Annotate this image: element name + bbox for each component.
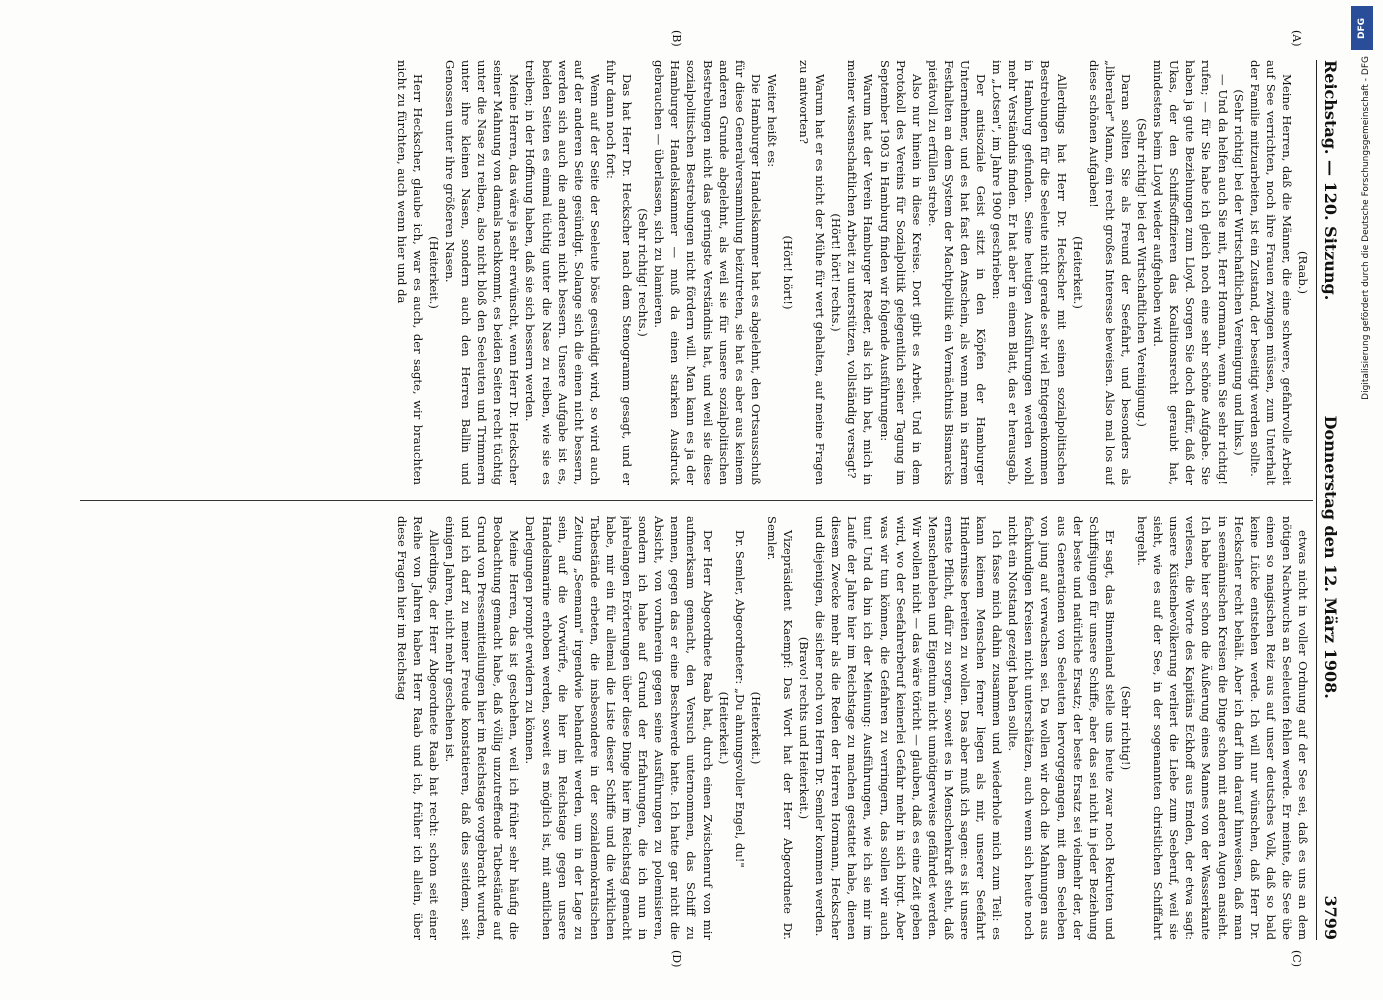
margin-mark-a: (A)	[1290, 30, 1303, 47]
paragraph: (Heiterkeit.)	[716, 691, 731, 765]
paragraph: Daran sollten Sie als Freund der Seefahrt, und besonders als „liberaler" Mann, ein recht großes Interesse beweisen. Also mal los auf diese schönen Aufgaben!	[1086, 60, 1133, 485]
paragraph: Warum hat der Verein Hamburger Reeder, als ich ihn bat, mich in meiner wissenschaftlichen Arbeit zu unterstützen, vollständig versagt?	[845, 60, 876, 485]
paragraph: (Heiterkeit.)	[1070, 236, 1085, 309]
paragraph: (Raab.)	[1296, 251, 1310, 294]
paragraph: (Hört! hört!)	[781, 235, 795, 310]
dfg-logo: DFG	[1351, 6, 1373, 50]
paragraph: Warum hat er es nicht der Mühe für wert gehalten, auf meine Fragen zu antworten?	[797, 60, 828, 485]
paragraph: Ich fasse mich dahin zusammen und wiederhole mich zum Teil: es kann keinem Menschen ferner liegen als mir, unserer Seefahrt Hindernisse bereiten zu wollen. Das aber muß ich sagen: es ist unsere ernste Pflicht, dafür zu sorgen, soweit es in Menschenkraft steht, daß Menschenleben und Eigentum nicht unnötigerweise gefährdet werden. Wir wollen nicht — das wäre töricht — glauben, daß es eine Zeit geben wird, wo der Seefahrerberuf keinerlei Gefahr mehr in sich birgt. Aber was wir tun können, die Gefahren zu verringern, das sollen wir auch tun! Und da bin ich der Meinung: Ausführungen, wie ich sie mir im Laufe der Jahre hier im Reichstage zu machen gestattet habe, dienen diesem Zwecke mehr als die Reden der Herren Hormann, Heckscher und diejenigen, die sicher noch von Herrn Dr. Semler kommen werden.	[813, 516, 1005, 940]
digitization-credit: Digitalisierung gefördert durch die Deutsche Forschungsgemeinschaft - DFG	[1361, 56, 1371, 400]
header-left: Reichstag. — 120. Sitzung.	[1321, 60, 1340, 301]
paragraph: — Und da helfen auch Sie mit, Herr Hormann, wenn Sie sehr richtig! rufen; — für Sie habe ich gleich noch eine sehr schöne Aufgabe. Sie haben ja gute Beziehungen zum Lloyd. Sorgen Sie doch dafür, daß der Ukas, der den Schiffsoffizieren das Koalitionsrecht geraubt hat, mindestens beim Lloyd wieder aufgehoben wird.	[1151, 60, 1230, 485]
paragraph: (Sehr richtig!)	[1118, 685, 1133, 771]
left-column	[80, 60, 1311, 485]
paragraph: Meine Herren, das wäre ja sehr erwünscht, wenn Herr Dr. Heckscher seiner Mahnung von damals nachkommt, es beiden Seiten recht tüchtig unter die Nase zu reiben, also nicht bloß den Seeleuten und Trimmern unter ihre kleinen Nasen, sondern auch den Herren Ballin und Genossen unter ihre größeren Nasen.	[443, 60, 522, 485]
paragraph: Der Herr Abgeordnete Raab hat, durch einen Zwischenruf von mir aufmerksam gemacht, den Versuch unternommen, das Schiff zu nennen, gegen das er eine Beschwerde hatte. Ich hatte gar nicht die Absicht, von vornherein gegen seine Ausführungen zu polemisieren, sondern ich habe auf Grund der Erfahrungen, die ich nun in jahrelangen Erörterungen über diese Dinge hier im Reichstag gemacht habe, mir ein für allemal die Liste dieser Schiffe und die wirklichen Tatbestände erbeten, die insbesondere in der sozialdemokratischen Zeitung „Seemann" irgendwie behandelt werden, um in der Lage zu sein, auf die Vorwürfe, die hier im Reichstage gegen unsere Handelsmarine erhoben werden, soweit es möglich ist, mit amtlichen Darlegungen prompt erwidern zu können.	[523, 516, 715, 940]
paragraph: Meine Herren, das ist geschehen, weil ich früher sehr häufig die Beobachtung gemacht habe, daß völlig unzutreffende Tatbestände auf Grund von Pressemitteilungen hier im Reichstage vorgebracht wurden, und ich darf zu meiner Freude konstatieren, daß dies seitdem, seit einigen Jahren, nicht mehr geschehen ist.	[443, 516, 522, 940]
right-column	[80, 516, 1311, 940]
paragraph: Allerdings, der Herr Abgeordnete Raab hat recht: schon seit einer Reihe von Jahren haben Herr Raab und ich, früher ich allein, über diese Fragen hier im Reichstag	[394, 516, 441, 940]
paragraph: etwas nicht in voller Ordnung auf der See sei, daß es uns an dem nötigen Nachwuchs an Seeleuten fehlen werde. Er meinte, die See übe einen so magischen Reiz aus auf unser deutsches Volk, daß so bald keine Lücke entstehen werde. Ich will nur wünschen, daß Herr Dr. Heckscher recht behält. Aber ich darf ihn darauf hinweisen, daß man in seemännischen Kreisen die Dinge schon mit anderen Augen ansieht. Ich habe hier schon die Äußerung eines Mannes von der Wasserkante verlesen, die Worte des Kapitäns Eckhoff aus Emden, der etwa sagt: unsere Küstenbevölkerung verliert die Liebe zum Seeberuf, weil sie sieht, wie es auf der See, in der sogenannten christlichen Schiffahrt hergeht.	[1135, 516, 1310, 940]
paragraph: Also nur hinein in diese Kreise. Dort gibt es Arbeit. Und in dem Protokoll des Vereins für Sozialpolitik gelegentlich seiner Tagung im September 1903 in Hamburg finden wir folgende Ausführungen:	[877, 60, 924, 485]
header-rule	[1316, 60, 1317, 940]
paragraph: (Sehr richtig! bei der Wirtschaftlichen Vereinigung.)	[1135, 118, 1150, 427]
paragraph: Weiter heißt es:	[764, 74, 779, 168]
paragraph: Dr. Semler, Abgeordneter: „Du ahnungsvoller Engel, du!"	[732, 530, 747, 868]
paragraph: Meine Herren, daß die Männer, die eine schwere, gefahrvolle Arbeit auf See verrichten, noch ihre Frauen zwingen müssen, zum Unterhalt der Familie mitzuarbeiten, ist ein Zustand, der beseitigt werden sollte.	[1247, 60, 1294, 485]
paragraph: (Sehr richtig! bei der Wirtschaftlichen Vereinigung und links.)	[1231, 89, 1246, 456]
paragraph: (Heiterkeit.)	[426, 236, 441, 309]
paragraph: Er sagt, das Binnenland stelle uns heute zwar noch Rekruten und Schiffsjungen für unsere Schiffe, aber das sei nicht in jeder Beziehung der beste und natürliche Ersatz; der beste Ersatz sei vielmehr der, der aus Generationen von Seeleuten hervorgegangen, mit dem Seeleben von jung auf verwachsen sei. Da wollen wir doch die Mahnungen aus fachkundigen Kreisen nicht unterschätzen, auch wenn sich heute noch nicht ein Notstand gezeigt haben sollte.	[1006, 516, 1117, 940]
paragraph: (Hört! hört! rechts.)	[829, 213, 844, 332]
margin-mark-d: (D)	[670, 950, 683, 968]
column-divider	[80, 500, 1313, 501]
paragraph: (Bravo! rechts und Heiterkeit.)	[797, 636, 812, 820]
margin-mark-c: (C)	[1290, 950, 1303, 967]
paragraph: Der antisoziale Geist sitzt in den Köpfen der Hamburger Unternehmer, und es hat fast den Anschein, als wenn man in starrem Festhalten an dem System der Machtpolitik ein Vermächtnis Bismarcks pietätvoll zu erfüllen strebe.	[925, 60, 989, 485]
paragraph: Allerdings hat Herr Dr. Heckscher mit seinen sozialpolitischen Bestrebungen für die Seeleute nicht gerade sehr viel Entgegenkommen in Hamburg gefunden. Seine heutigen Ausführungen werden wohl mehr Verständnis finden. Er hat aber in einem Blatt, das er herausgab, im „Lotsen", im Jahre 1900 geschrieben:	[990, 60, 1069, 485]
paragraph: (Sehr richtig! rechts.)	[636, 208, 651, 337]
paragraph: Herr Heckscher, glaube ich, war es auch, der sagte, wir brauchten nicht zu fürchten, auch wenn hier und da	[394, 60, 425, 485]
paragraph: Wenn auf der Seite der Seeleute böse gesündigt wird, so wird auch auf der anderen Seite gesündigt. Solange sich die einen nicht bessern, werden sich auch die anderen nicht bessern. Unsere Aufgabe ist es, beiden Seiten es einmal tüchtig unter die Nase zu reiben, wie sie es treiben; in der Hoffnung haben, daß sie sich bessern werden.	[523, 60, 602, 485]
header-date: Donnerstag den 12. März 1908.	[1321, 415, 1340, 699]
page-header	[1321, 60, 1355, 940]
paragraph: Das hat Herr Dr. Heckscher nach dem Stenogramm gesagt, und er fuhr dann noch fort:	[603, 60, 635, 485]
paragraph: (Heiterkeit.)	[748, 691, 763, 765]
page-number: 3799	[1321, 895, 1340, 940]
paragraph: Vizepräsident Kaempf: Das Wort hat der Herr Abgeordnete Dr. Semler.	[764, 516, 795, 940]
paragraph: Die Hamburger Handelskammer hat es abgelehnt, den Ortsausschuß für diese Generalversammlung beizutreten, sie hat es aber aus keinem anderen Grunde abgelehnt, als weil sie für unsere sozialpolitischen Bestrebungen nicht das geringste Verständnis hat, und weil sie diese sozialpolitischen Bestrebungen nicht fördern will. Man kann es ja der Hamburger Handelskammer — muß da einen starken Ausdruck gebrauchen — überlassen, sich zu blamieren.	[652, 60, 763, 485]
margin-mark-b: (B)	[670, 30, 683, 47]
